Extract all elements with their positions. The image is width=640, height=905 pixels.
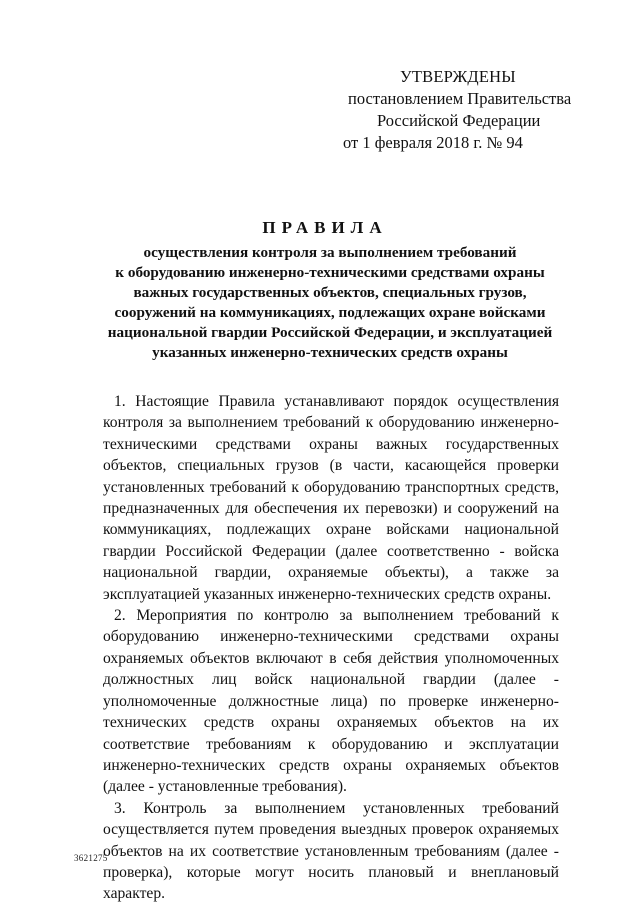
subtitle-line: важных государственных объектов, специальных грузов, [133,284,527,301]
document-subtitle [60,243,600,363]
subtitle-line: осуществления контроля за выполнением требований [143,244,517,261]
subtitle-line: национальной гвардии Российской Федерации, и эксплуатацией [107,324,553,341]
document-title: ПРАВИЛА [262,218,388,237]
paragraph-1: 1. Настоящие Правила устанавливают порядок осуществления контроля за выполнением требований к оборудованию инженерно-техническими средствами охраны важных государственных объектов, специальных грузов (в части, касающейся проверки установленных требований к оборудованию транспортных средств, предназначенных для обеспечения их перевозки) и сооружений на коммуникациях, подлежащих охране войсками национальной гвардии Российской Федерации (далее соответственно - войска национальной гвардии, охраняемые объекты), а также за эксплуатацией указанных инженерно-технических средств охраны. [103,393,559,603]
subtitle-line: сооружений на коммуникациях, подлежащих охране войсками [114,304,546,321]
approval-line-date-number: от 1 февраля 2018 г. № 94 [343,133,523,152]
document-body [103,391,559,905]
approval-heading: УТВЕРЖДЕНЫ [400,67,516,86]
approval-line-resolution: постановлением Правительства [348,89,572,108]
document-code: 3621275 [74,853,108,863]
subtitle-line: указанных инженерно-технических средств охраны [152,344,508,361]
paragraph-2: 2. Мероприятия по контролю за выполнением требований к оборудованию инженерно-техническими средствами охраны охраняемых объектов включают в себя действия уполномоченных должностных лиц войск национальной гвардии (далее - уполномоченные должностные лица) по проверке инженерно-технических средств охраны охраняемых объектов на их соответствие требованиям к оборудованию и эксплуатации инженерно-технических средств охраны охраняемых объектов (далее - установленные требования). [103,607,559,796]
subtitle-line: к оборудованию инженерно-техническими средствами охраны [115,264,545,281]
paragraph-3: 3. Контроль за выполнением установленных требований осуществляется путем проведения выездных проверок охраняемых объектов на их соответствие установленным требованиям (далее - проверка), которые могут носить плановый и внеплановый характер. [103,799,559,903]
approval-block [300,66,600,154]
approval-line-federation: Российской Федерации [377,111,541,130]
